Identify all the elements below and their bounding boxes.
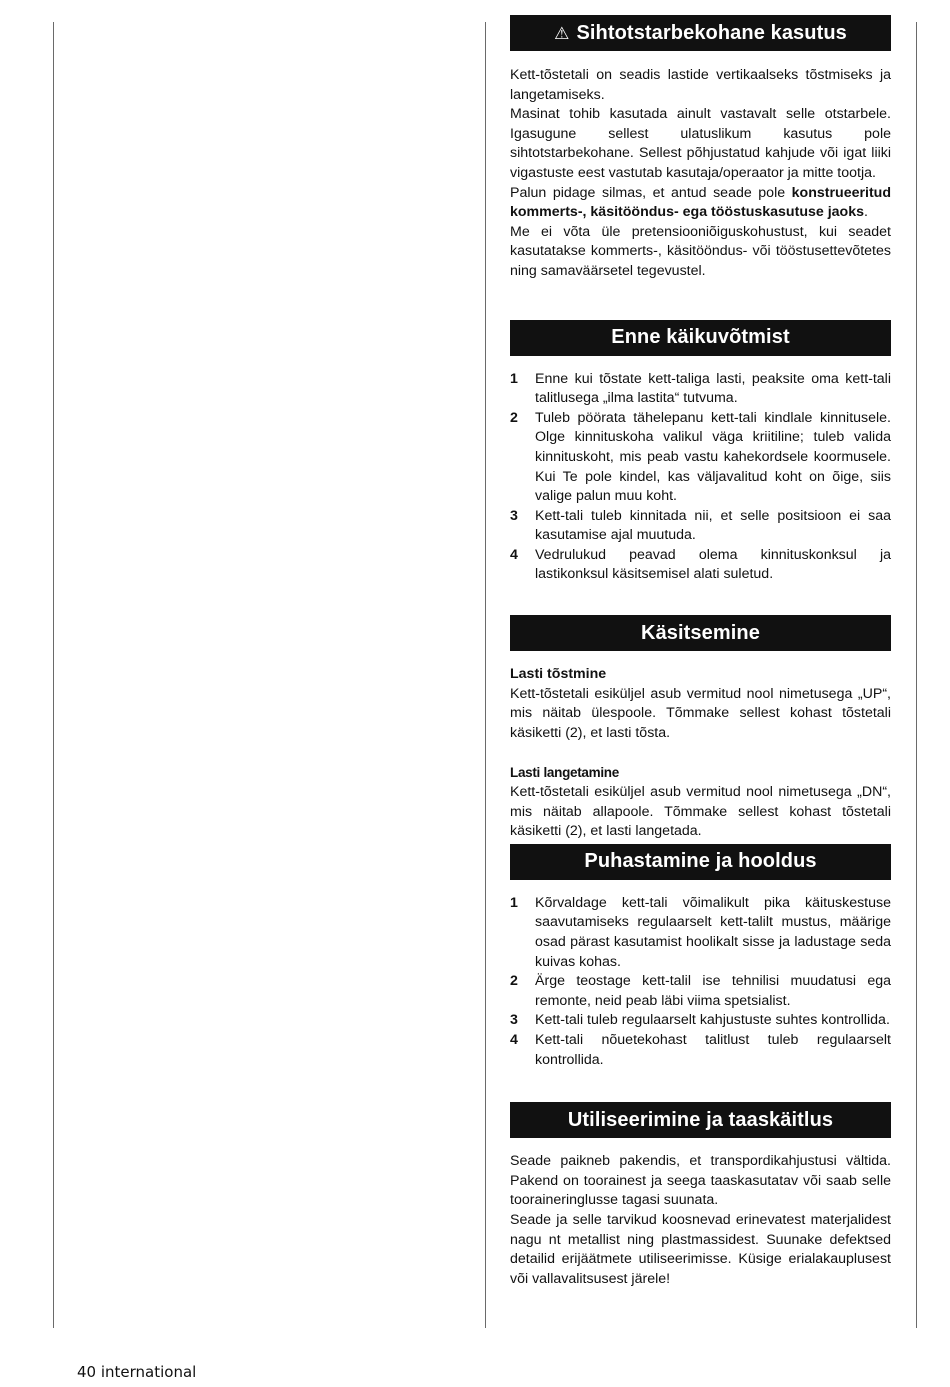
section-operation [510,615,891,842]
section-title: Käsitsemine [641,621,760,644]
bold-emphasis: konstrueeritud kommerts-, käsitööndus- ega tööstuskasutuse jaoks [510,184,891,221]
section-title: Enne käikuvõtmist [611,326,790,349]
item-text: Kett-tali tuleb regulaarselt kahjustuste suhtes kontrollida. [535,1012,890,1029]
item-number: 4 [510,1031,518,1048]
paragraph-text: . [864,204,868,221]
paragraph [510,184,891,223]
paragraph: Kett-tõstetali on seadis lastide vertikaalseks tõstmiseks ja langetamiseks. [510,67,891,103]
section-disposal [510,1102,891,1289]
subheading: Lasti tõstmine [510,666,607,683]
subheading: Lasti langetamine [510,765,619,781]
left-margin-rule [53,22,54,1328]
item-number: 3 [510,507,518,524]
list-item [510,972,891,1011]
section-header [510,615,891,651]
paragraph: Kett-tõstetali esiküljel asub vermitud nool nimetusega „UP“, mis näitab ülespoole. Tõmmake sellest kohast tõstetali käsiketti (2), et lasti tõsta. [510,685,891,741]
item-text: Ärge teostage kett-talil ise tehnilisi muudatusi ega remonte, neid peab läbi viima spetsialist. [535,973,891,1009]
paragraph: Seade paikneb pakendis, et transpordikahjustusi vältida. Pakend on toorainest ja seega taaskasutatav või saab selle tooraineringlusse tagasi suunata. [510,1153,891,1209]
item-number: 3 [510,1012,518,1029]
item-text: Enne kui tõstate kett-taliga lasti, peaksite oma kett-tali talitlusega „ilma lastita“ tutvuma. [535,370,891,407]
warning-triangle-icon: ⚠ [554,23,570,43]
paragraph: Me ei võta üle pretensiooniõiguskohustust, kui seadet kasutatakse kommerts-, käsitööndus- või tööstusettevõtetes ning samaväärsetel tegevustel. [510,223,891,279]
item-number: 1 [510,894,518,911]
section-title: Utiliseerimine ja taaskäitlus [567,1108,834,1131]
numbered-list [510,370,891,586]
item-number: 1 [510,370,518,387]
list-item [510,370,891,409]
paragraph: Kett-tõstetali esiküljel asub vermitud nool nimetusega „DN“, mis näitab allapoole. Tõmmake sellest kohast tõstetali käsiketti (2), et lasti langetada. [510,784,891,840]
section-cleaning [510,844,891,1070]
list-item [510,894,891,972]
list-item [510,507,891,546]
numbered-list [510,894,891,1070]
right-column [510,15,891,1289]
page-footer: 40 international [77,1363,197,1381]
right-margin-rule [916,22,917,1328]
list-item [510,1011,891,1031]
list-item [510,409,891,507]
section-header [510,320,891,356]
item-text: Kett-tali tuleb kinnitada nii, et selle positsioon ei saa kasutamise ajal muutuda. [535,507,891,544]
item-number: 2 [510,973,518,990]
item-text: Vedrulukud peavad olema kinnituskonksul ja lastikonksul käsitsemisel alati suletud. [535,546,891,583]
section-header [510,1102,891,1138]
item-text: Kõrvaldage kett-tali võimalikult pika käituskestuse saavutamiseks regulaarselt kett-talilt mustus, määrige osad pärast kasutamist hoolikalt sisse ja ladustage seda kuivas kohas. [535,894,891,970]
section-title: Puhastamine ja hooldus [584,850,817,873]
section-header [510,844,891,880]
section-intended-use [510,15,891,282]
section-header [510,15,891,51]
item-text: Tuleb pöörata tähelepanu kett-tali kindlale kinnitusele. Olge kinnituskoha valikul väga kriitiline; tuleb valida kinnituskoht, mis peab vastu kahekordsele koormusele. Kui Te pole kindel, kas väljavalitud koht on õige, siis valige palun muu koht. [535,409,891,505]
center-column-rule [485,22,486,1328]
paragraph: Masinat tohib kasutada ainult vastavalt selle otstarbele. Igasugune sellest ulatuslikum kasutus pole sihtotstarbekohane. Sellest põhjustatud kahjude või igat liiki vigastuste eest vastutab kasutaja/operaator ja mitte tootja. [510,106,891,181]
list-item [510,1031,891,1070]
item-number: 4 [510,546,518,563]
list-item [510,546,891,585]
section-title: Sihtotstarbekohane kasutus [576,21,847,44]
section-before-start [510,320,891,586]
paragraph: Seade ja selle tarvikud koosnevad erinevatest materjalidest nagu nt metallist ning plastmassidest. Suunake defektsed detailid erijäätmete utiliseerimisse. Küsige erialakauplusest või vallavalitsusest järele! [510,1211,891,1287]
item-number: 2 [510,409,518,426]
paragraph-text: Palun pidage silmas, et antud seade pole [510,184,792,201]
item-text: Kett-tali nõuetekohast talitlust tuleb regulaarselt kontrollida. [535,1031,891,1068]
